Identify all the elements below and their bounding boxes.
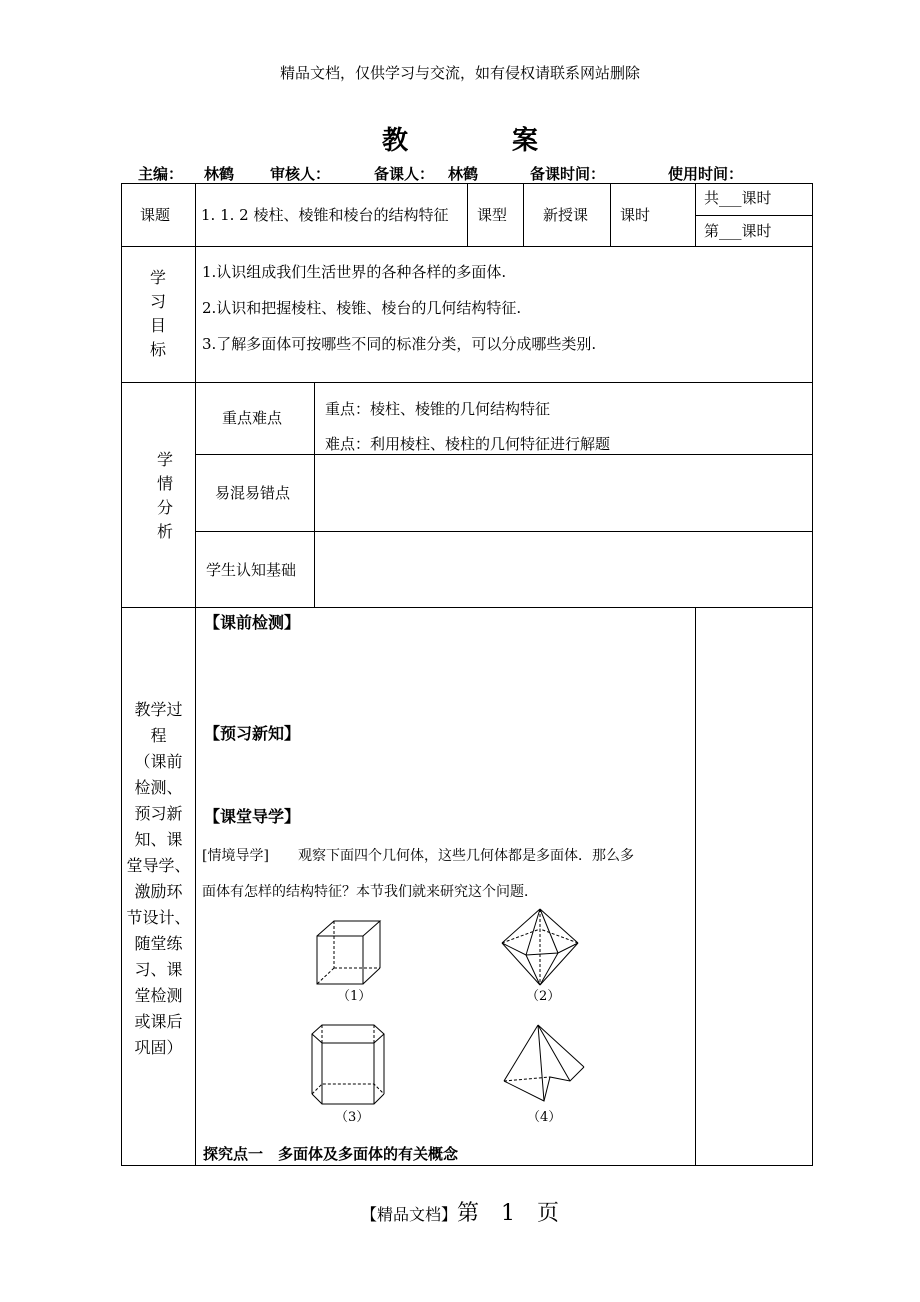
preparer-label: 备课人：	[374, 165, 435, 183]
nth-hours: 第___课时	[704, 222, 772, 240]
analysis-label: 学 情 分 析	[156, 450, 173, 541]
watermark-header: 精品文档，仅供学习与交流，如有侵权请联系网站删除	[279, 64, 640, 82]
cube-figure	[314, 918, 384, 988]
explore-heading: 探究点一 多面体及多面体的有关概念	[203, 1145, 459, 1163]
page-title: 教 案	[381, 126, 538, 156]
footer-prefix: 【精品文档】	[360, 1205, 457, 1224]
editor-label: 主编：	[138, 165, 184, 183]
type-value: 新授课	[543, 206, 589, 224]
confusion-label: 易混易错点	[215, 484, 291, 502]
pre-check-heading: 【课前检测】	[204, 613, 301, 632]
goal-item: 2.认识和把握棱柱、棱锥、棱台的几何结构特征.	[202, 299, 522, 317]
key-label: 重点难点	[222, 409, 283, 427]
topic-value: 1. 1. 2 棱柱、棱锥和棱台的结构特征	[201, 206, 449, 224]
basis-label: 学生认知基础	[206, 561, 297, 579]
prep-time-label: 备课时间：	[530, 165, 606, 183]
type-label: 课型	[477, 206, 508, 224]
goal-item: 1.认识组成我们生活世界的各种各样的多面体.	[202, 263, 507, 281]
figure-caption: （4）	[527, 1110, 562, 1125]
scenario-line: 观察下面四个几何体，这些几何体都是多面体．那么多	[298, 848, 634, 864]
preview-heading: 【预习新知】	[204, 724, 301, 743]
total-hours: 共___课时	[704, 189, 772, 207]
goal-item: 3.了解多面体可按哪些不同的标准分类，可以分成哪些类别.	[202, 335, 597, 353]
scenario-tag: [情境导学]	[202, 848, 269, 864]
use-time-label: 使用时间：	[668, 165, 744, 183]
pyramid-figure	[502, 1023, 588, 1105]
editor-name: 林鹤	[204, 165, 235, 183]
octahedron-figure	[500, 907, 580, 987]
preparer-name: 林鹤	[448, 165, 479, 183]
key-point: 重点：棱柱、棱锥的几何结构特征	[325, 400, 551, 418]
scenario-line: 面体有怎样的结构特征？本节我们就来研究这个问题．	[202, 884, 538, 900]
meta-line	[0, 163, 920, 183]
goals-label: 学 习 目 标	[149, 268, 166, 359]
figure-caption: （3）	[335, 1110, 370, 1125]
page-footer	[0, 1196, 920, 1227]
hexagonal-prism-figure	[310, 1022, 386, 1108]
figure-caption: （2）	[526, 989, 561, 1004]
hours-label: 课时	[620, 206, 651, 224]
figure-caption: （1）	[337, 989, 372, 1004]
difficult-point: 难点：利用棱柱、棱柱的几何特征进行解题	[325, 435, 611, 453]
process-label: 教学过 程 （课前 检测、 预习新 知、课 堂导学、 激励环 节设计、 随堂练 习、课 堂检测 或课后 巩固）	[126, 700, 191, 1057]
reviewer-label: 审核人：	[270, 165, 331, 183]
guide-heading: 【课堂导学】	[204, 807, 301, 826]
page-number: 第 1 页	[457, 1201, 559, 1226]
topic-label: 课题	[140, 206, 171, 224]
